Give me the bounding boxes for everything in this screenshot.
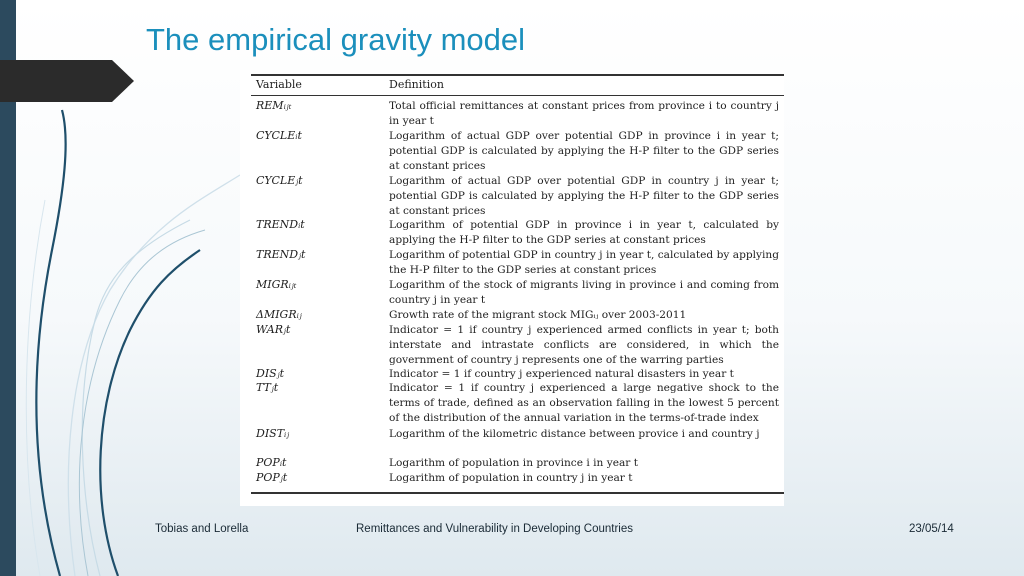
variable-name: TRENDᵢt	[256, 218, 305, 231]
variable-name: WARⱼt	[256, 323, 291, 336]
variable-definition: Indicator = 1 if country j experienced armed conflicts in year t; both interstate and intrastate conflicts are considered, in which the government of country j represents one of the warring parties	[389, 324, 779, 366]
variable-definition: Total official remittances at constant prices from province i to country j in year t	[389, 100, 779, 127]
table-header-rule	[251, 95, 784, 96]
variable-name: DISⱼt	[256, 367, 285, 380]
variable-name: POPⱼt	[256, 471, 288, 484]
variable-definition: Logarithm of population in province i in year t	[389, 457, 638, 469]
variable-name: CYCLEᵢt	[256, 129, 302, 142]
column-header-definition: Definition	[389, 78, 444, 91]
variable-definition: Logarithm of actual GDP over potential GDP in province i in year t; potential GDP is calculated by applying the H-P filter to the GDP series at constant prices	[389, 130, 779, 172]
variable-name: TRENDⱼt	[256, 248, 306, 261]
variable-name: MIGRᵢⱼₜ	[256, 278, 297, 291]
column-header-variable: Variable	[256, 78, 302, 91]
variable-definition: Indicator = 1 if country j experienced natural disasters in year t	[389, 368, 734, 380]
variable-definition: Logarithm of potential GDP in country j in year t, calculated by applying the H-P filter to the GDP series at constant prices	[389, 249, 779, 276]
variable-definition: Logarithm of the stock of migrants living in province i and coming from country j in year t	[389, 279, 779, 306]
table-bottom-rule	[251, 492, 784, 494]
variable-name: DISTᵢⱼ	[256, 427, 290, 440]
variable-name: REMᵢⱼₜ	[256, 99, 292, 112]
variable-definition-table	[240, 70, 784, 506]
variable-definition: Logarithm of actual GDP over potential GDP in country j in year t; potential GDP is calculated by applying the H-P filter to the GDP series at constant prices	[389, 175, 779, 217]
variable-definition: Logarithm of population in country j in year t	[389, 472, 633, 484]
variable-definition: Logarithm of potential GDP in province i in year t, calculated by applying the H-P filter to the GDP series at constant prices	[389, 219, 779, 246]
variable-name: TTⱼt	[256, 381, 279, 394]
variable-definition: Logarithm of the kilometric distance between provice i and country j	[389, 428, 760, 440]
variable-definition: Growth rate of the migrant stock MIGᵢⱼ over 2003-2011	[389, 309, 687, 321]
footer-presentation-title: Remittances and Vulnerability in Developing Countries	[356, 523, 633, 535]
footer-date: 23/05/14	[909, 523, 954, 535]
table-top-rule	[251, 74, 784, 76]
variable-name: POPᵢt	[256, 456, 287, 469]
variable-definition: Indicator = 1 if country j experienced a large negative shock to the terms of trade, defined as an observation falling in the lowest 5 percent of the distribution of the annual variation in the terms-of-trade index	[389, 382, 779, 424]
arrow-tab-shape-icon	[0, 60, 134, 102]
footer-author: Tobias and Lorella	[155, 523, 249, 535]
slide-title: The empirical gravity model	[146, 22, 526, 57]
variable-name: CYCLEⱼt	[256, 174, 303, 187]
variable-name: ΔMIGRᵢⱼ	[256, 308, 302, 321]
